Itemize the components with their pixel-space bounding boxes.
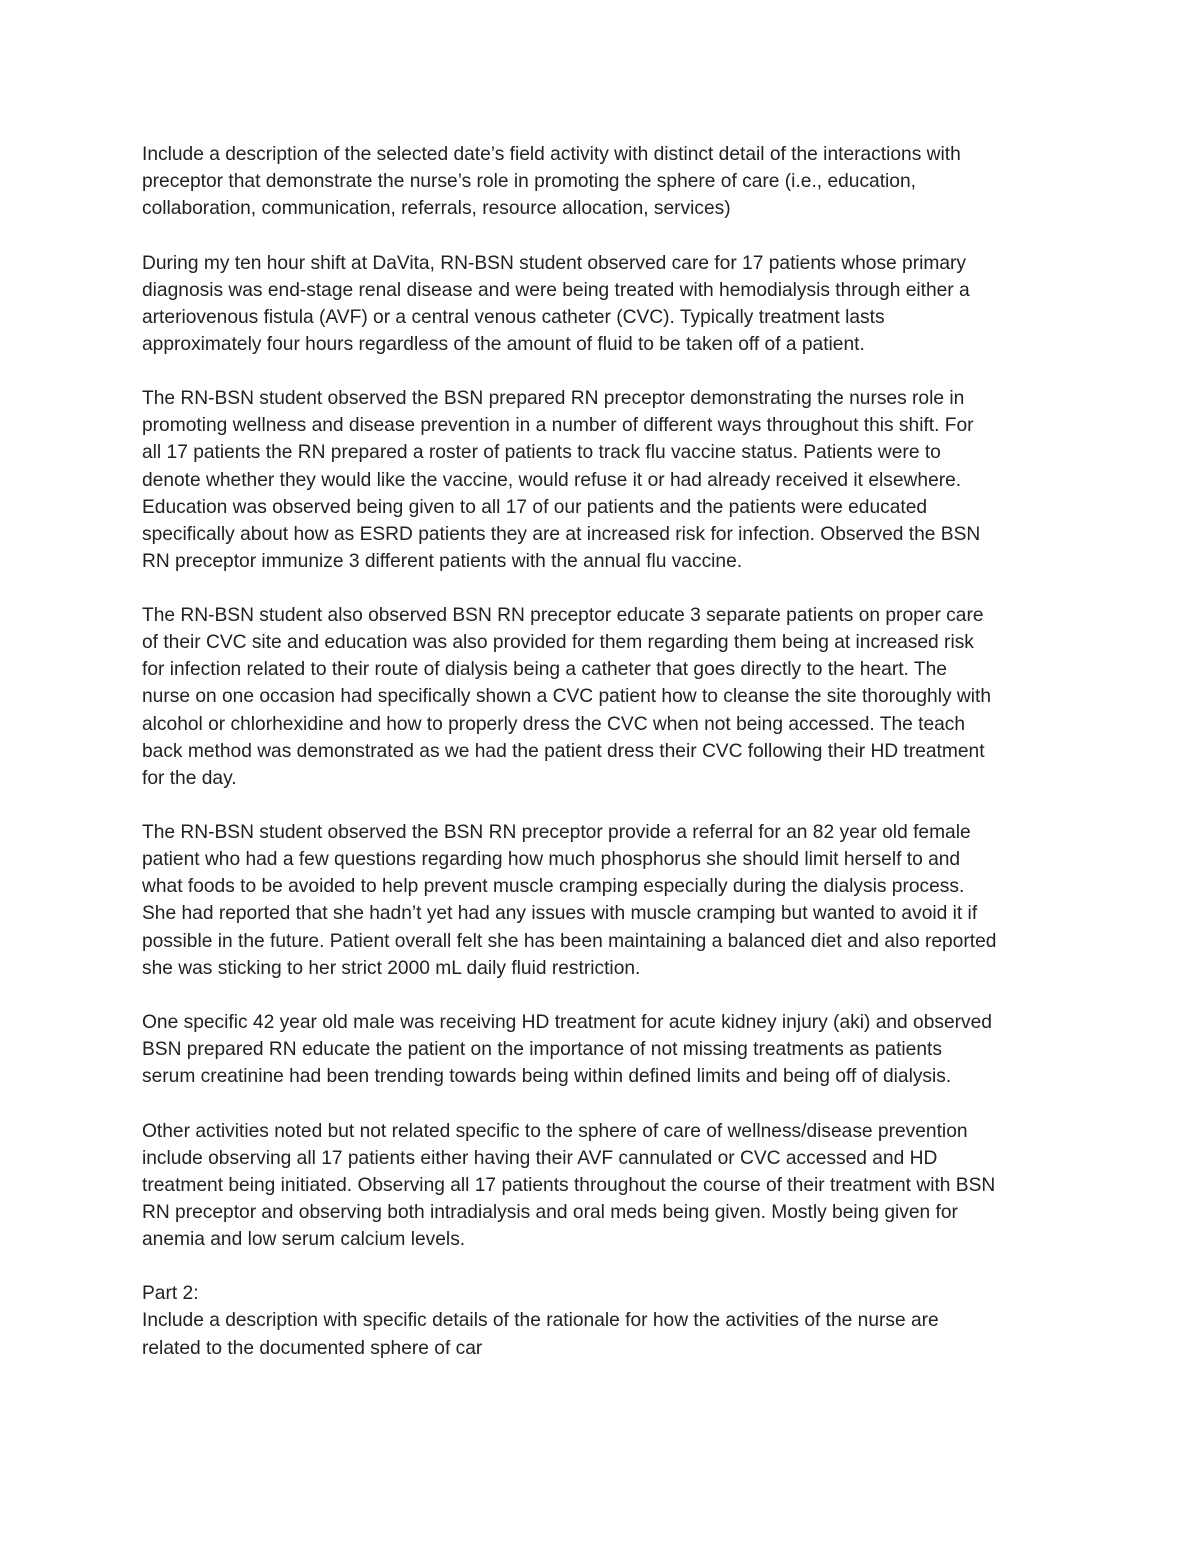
text-line: The RN-BSN student observed the BSN RN preceptor provide a referral for an 82 year old female bbox=[142, 822, 971, 844]
text-line: of their CVC site and education was also provided for them regarding them being at increased risk bbox=[142, 632, 974, 654]
text-line: BSN prepared RN educate the patient on the importance of not missing treatments as patients bbox=[142, 1039, 942, 1061]
text-line: possible in the future. Patient overall felt she has been maintaining a balanced diet and also reported bbox=[142, 930, 997, 952]
text-line: Include a description with specific details of the rationale for how the activities of the nurse are bbox=[142, 1310, 939, 1332]
paragraph-part-2 bbox=[142, 1280, 1067, 1361]
text-line: specifically about how as ESRD patients they are at increased risk for infection. Observed the BSN bbox=[142, 523, 981, 545]
text-line: The RN-BSN student also observed BSN RN preceptor educate 3 separate patients on proper care bbox=[142, 605, 984, 627]
text-line: all 17 patients the RN prepared a roster of patients to track flu vaccine status. Patients were to bbox=[142, 442, 941, 464]
text-line: RN preceptor and observing both intradialysis and oral meds being given. Mostly being given for bbox=[142, 1201, 958, 1223]
section-heading-part-2: Part 2: bbox=[142, 1283, 199, 1305]
text-line: anemia and low serum calcium levels. bbox=[142, 1228, 466, 1250]
text-line: denote whether they would like the vaccine, would refuse it or had already received it elsewhere. bbox=[142, 469, 962, 491]
paragraph-shift-overview bbox=[142, 250, 1067, 358]
paragraph-other-activities bbox=[142, 1118, 1067, 1253]
text-line: During my ten hour shift at DaVita, RN-BSN student observed care for 17 patients whose primary bbox=[142, 252, 967, 274]
paragraph-prompt bbox=[142, 141, 1067, 222]
text-line: Other activities noted but not related specific to the sphere of care of wellness/disease prevention bbox=[142, 1120, 968, 1142]
text-line: for the day. bbox=[142, 767, 237, 789]
text-line: Include a description of the selected date’s field activity with distinct detail of the interactions with bbox=[142, 144, 961, 165]
text-line: treatment being initiated. Observing all 17 patients throughout the course of their treatment with BSN bbox=[142, 1174, 996, 1196]
text-line: she was sticking to her strict 2000 mL daily fluid restriction. bbox=[142, 957, 641, 979]
text-line: The RN-BSN student observed the BSN prepared RN preceptor demonstrating the nurses role in bbox=[142, 388, 965, 410]
text-line: back method was demonstrated as we had the patient dress their CVC following their HD treatment bbox=[142, 740, 985, 762]
text-line: diagnosis was end-stage renal disease and were being treated with hemodialysis through either a bbox=[142, 279, 970, 301]
text-line: arteriovenous fistula (AVF) or a central venous catheter (CVC). Typically treatment lasts bbox=[142, 306, 885, 328]
text-line: One specific 42 year old male was receiving HD treatment for acute kidney injury (aki) and observed bbox=[142, 1012, 992, 1034]
text-line: approximately four hours regardless of the amount of fluid to be taken off of a patient. bbox=[142, 333, 865, 355]
text-line: for infection related to their route of dialysis being a catheter that goes directly to the heart. The bbox=[142, 659, 947, 681]
text-line: Education was observed being given to all 17 of our patients and the patients were educated bbox=[142, 496, 928, 518]
document-body bbox=[142, 141, 1067, 1389]
paragraph-referral bbox=[142, 819, 1067, 982]
text-line: preceptor that demonstrate the nurse’s role in promoting the sphere of care (i.e., education, bbox=[142, 171, 916, 193]
text-line: patient who had a few questions regarding how much phosphorus she should limit herself to and bbox=[142, 849, 961, 871]
text-line: alcohol or chlorhexidine and how to properly dress the CVC when not being accessed. The teach bbox=[142, 713, 966, 735]
text-line: what foods to be avoided to help prevent muscle cramping especially during the dialysis process. bbox=[142, 876, 965, 898]
paragraph-cvc-education bbox=[142, 602, 1067, 792]
text-line: nurse on one occasion had specifically shown a CVC patient how to cleanse the site thoroughly with bbox=[142, 686, 992, 708]
text-line: include observing all 17 patients either having their AVF cannulated or CVC accessed and HD bbox=[142, 1147, 938, 1169]
text-line: serum creatinine had been trending towards being within defined limits and being off of dialysis. bbox=[142, 1066, 952, 1088]
text-line: She had reported that she hadn’t yet had any issues with muscle cramping but wanted to avoid it if bbox=[142, 903, 978, 925]
paragraph-aki-patient bbox=[142, 1009, 1067, 1090]
text-line: RN preceptor immunize 3 different patients with the annual flu vaccine. bbox=[142, 550, 743, 572]
text-line: promoting wellness and disease prevention in a number of different ways throughout this shift. For bbox=[142, 415, 974, 437]
text-line: collaboration, communication, referrals, resource allocation, services) bbox=[142, 198, 731, 220]
paragraph-flu-vaccine bbox=[142, 385, 1067, 575]
text-line: related to the documented sphere of car bbox=[142, 1337, 483, 1359]
